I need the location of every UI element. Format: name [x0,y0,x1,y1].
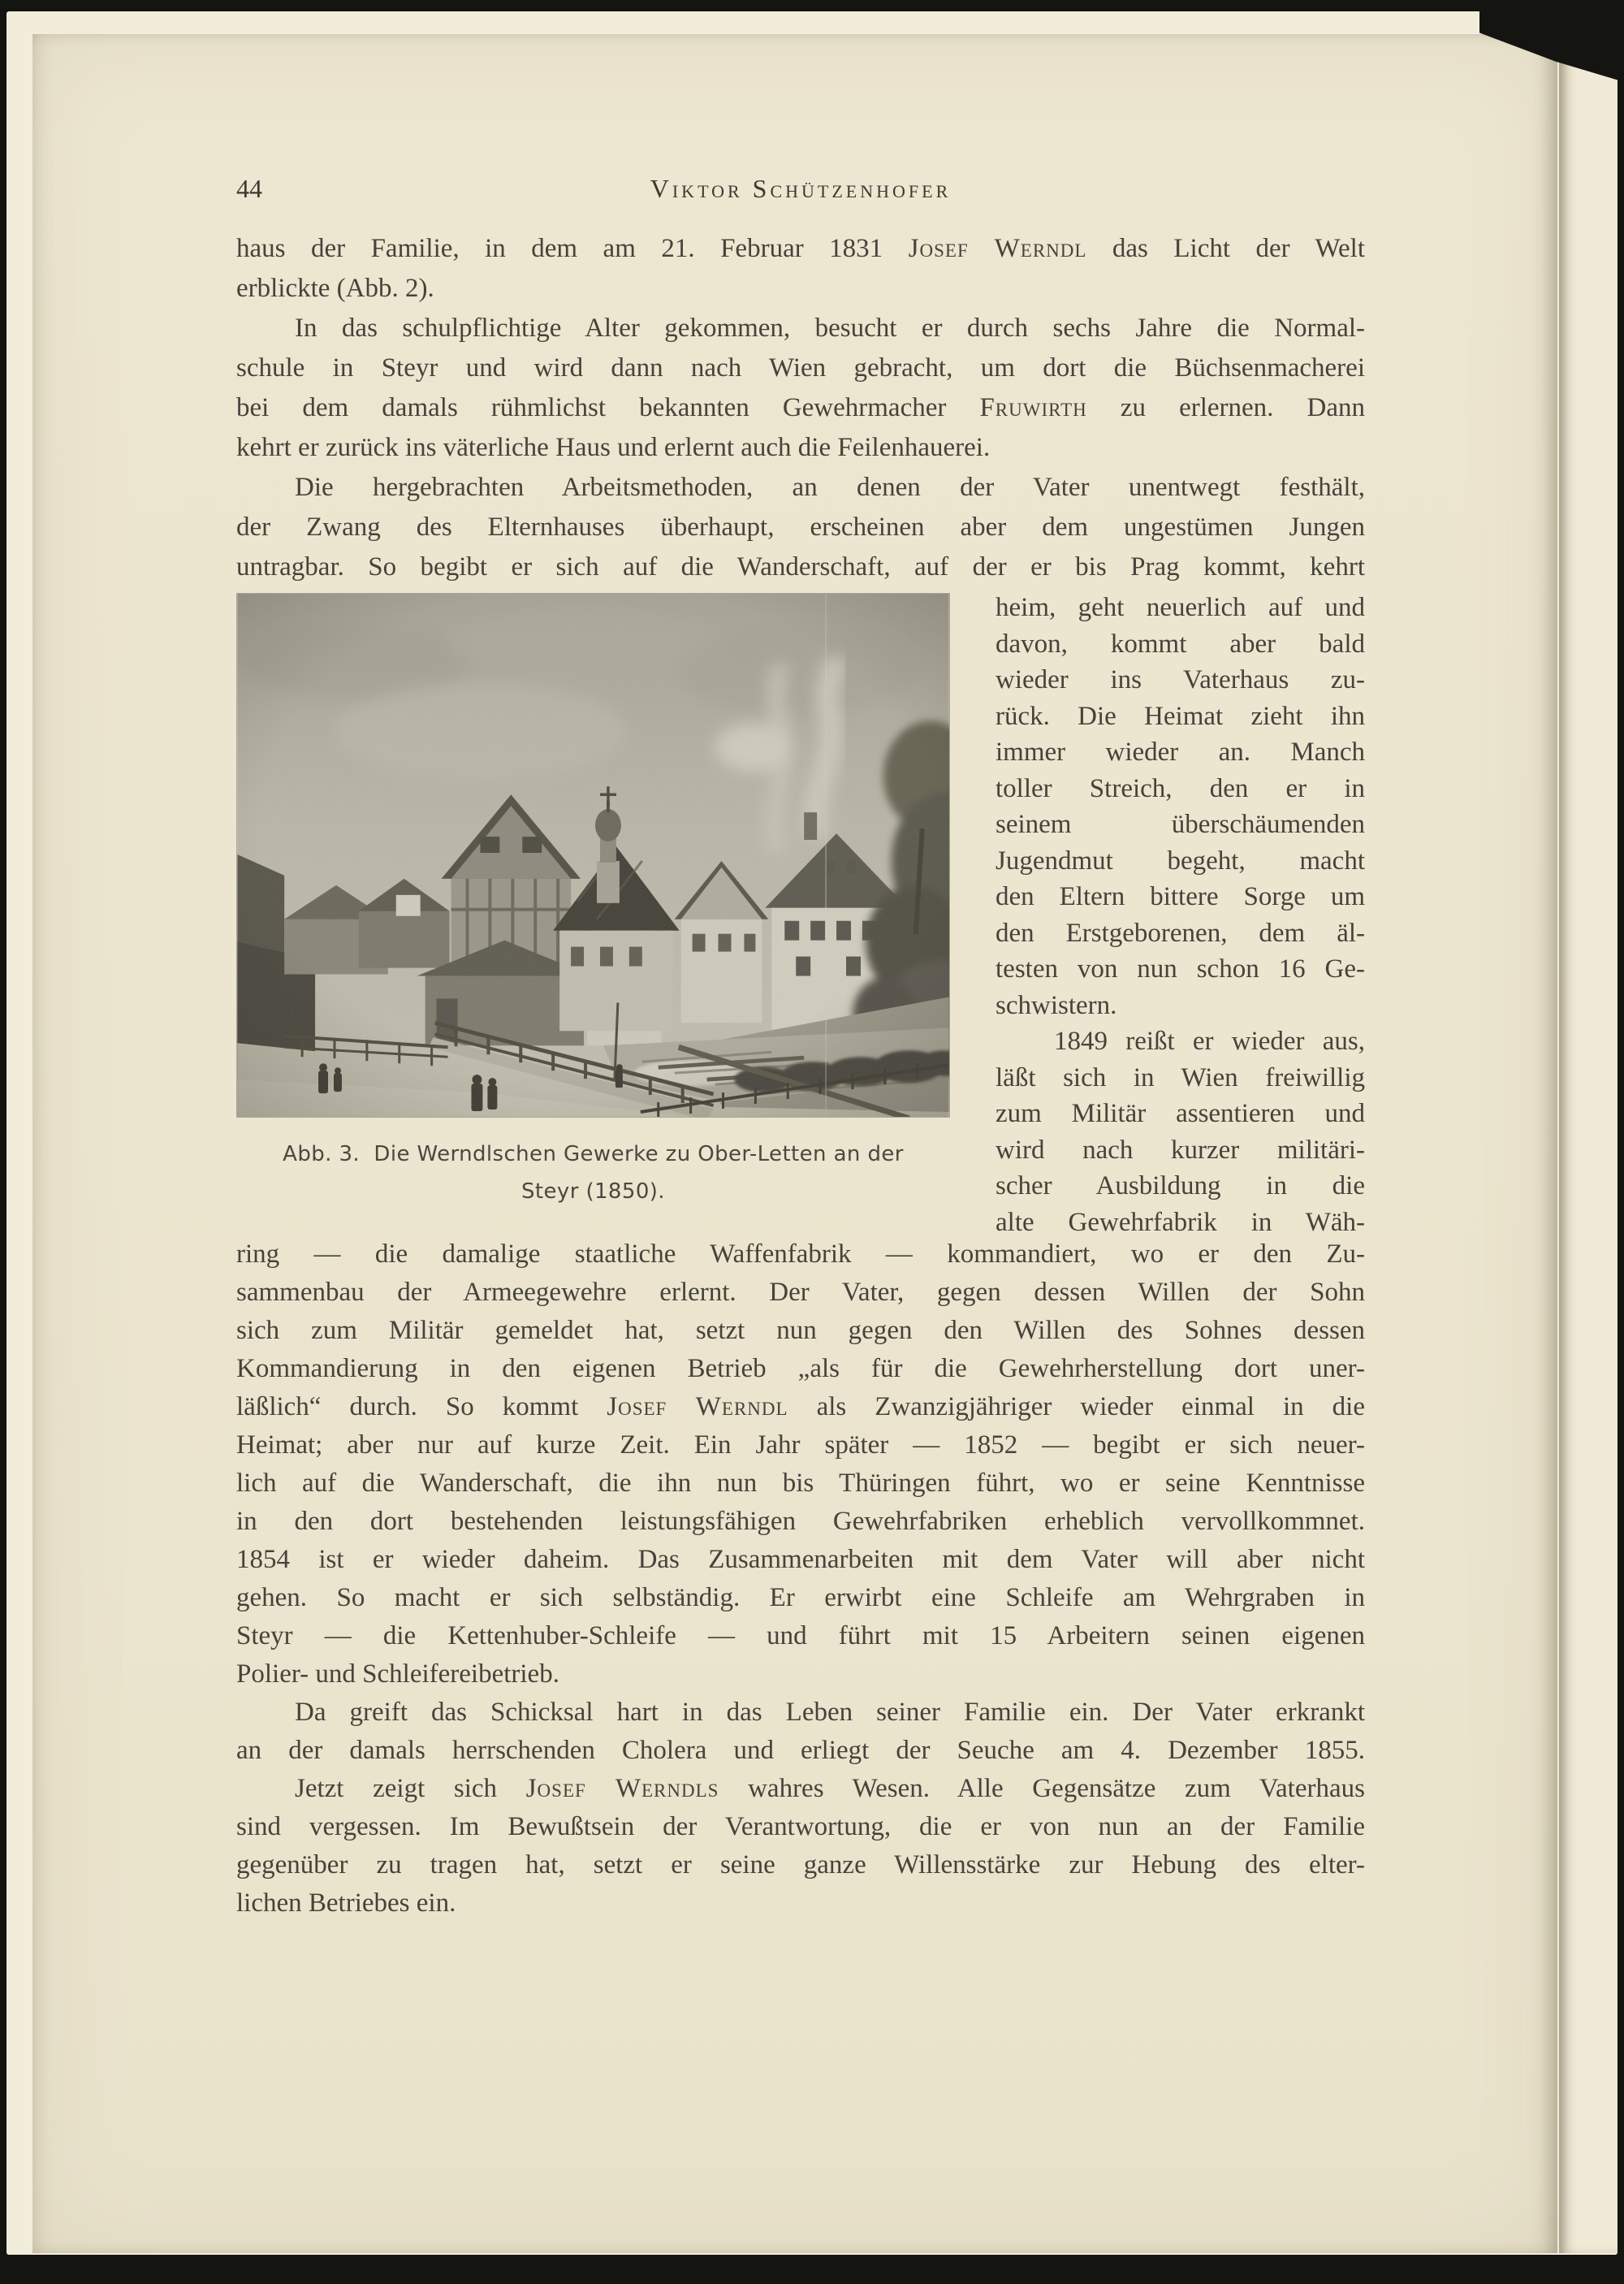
text-line: sammenbau der Armeegewehre erlernt. Der Vater, gegen dessen Willen der Sohn [236,1278,1365,1307]
text-line: den Eltern bittere Sorge um [996,882,1365,911]
text-line: haus der Familie, in dem am 21. Februar 1831 Josef Werndl das Licht der Welt [236,234,1365,263]
page-header [236,171,1365,206]
text-line: Jetzt zeigt sich Josef Werndls wahres Wesen. Alle Gegensätze zum Vaterhaus [295,1774,1365,1803]
text-line: testen von nun schon 16 Ge- [996,954,1365,984]
text-line: Da greift das Schicksal hart in das Leben seiner Familie ein. Der Vater erkrankt [295,1698,1365,1727]
text-line: immer wieder an. Manch [996,738,1365,767]
village-painting [236,593,950,1118]
text-line: sich zum Militär gemeldet hat, setzt nun gegen den Willen des Sohnes dessen [236,1316,1365,1345]
text-line: kehrt er zurück ins väterliche Haus und erlernt auch die Feilenhauerei. [236,433,991,462]
page-number: 44 [236,174,262,203]
text-line: seinem überschäumenden [996,810,1365,839]
text-line: wieder ins Vaterhaus zu- [996,665,1365,694]
text-line: lich auf die Wanderschaft, die ihn nun bis Thüringen führt, wo er seine Kenntnisse [236,1469,1365,1498]
running-header: Viktor Schützenhofer [650,174,952,203]
text-line: den Erstgeborenen, dem äl- [996,918,1365,948]
body-text-bottom [236,1235,1365,1923]
text-line: 1854 ist er wieder daheim. Das Zusammenarbeiten mit dem Vater will aber nicht [236,1545,1365,1574]
text-line: Die hergebrachten Arbeitsmethoden, an denen der Vater unentwegt festhält, [295,473,1365,502]
text-line: 1849 reißt er wieder aus, [1054,1027,1365,1056]
text-line: ring — die damalige staatliche Waffenfabrik — kommandiert, wo er den Zu- [236,1239,1365,1269]
text-line: Polier- und Schleifereibetrieb. [236,1659,559,1689]
text-line: läßt sich in Wien freiwillig [996,1062,1365,1092]
text-line: davon, kommt aber bald [996,629,1365,659]
text-line: bei dem damals rühmlichst bekannten Gewehrmacher Fruwirth zu erlernen. Dann [236,393,1365,422]
text-line: läßlich“ durch. So kommt Josef Werndl als Zwanzigjähriger wieder einmal in die [236,1392,1365,1421]
figure-abb3 [236,593,950,1210]
text-line: scher Ausbildung in die [996,1171,1365,1200]
text-line: untragbar. So begibt er sich auf die Wanderschaft, auf der er bis Prag kommt, kehrt [236,552,1365,582]
text-line: heim, geht neuerlich auf und [996,593,1365,622]
body-text-top [236,229,1365,587]
text-line: Heimat; aber nur auf kurze Zeit. Ein Jahr später — 1852 — begibt er sich neuer- [236,1430,1365,1460]
text-line: toller Streich, den er in [996,773,1365,803]
text-line: sind vergessen. Im Bewußtsein der Verantwortung, die er von nun an der Familie [236,1812,1365,1841]
text-line: Kommandierung in den eigenen Betrieb „als für die Gewehrherstellung dort uner- [236,1354,1365,1383]
photo-grain [237,594,948,1117]
text-line: In das schulpflichtige Alter gekommen, besucht er durch sechs Jahre die Normal- [295,314,1365,343]
text-line: in den dort bestehenden leistungsfähigen Gewehrfabriken erheblich vervollkommnet. [236,1507,1365,1536]
text-line: wird nach kurzer militäri- [996,1135,1365,1165]
text-line: Jugendmut begeht, macht [996,846,1365,876]
text-line: schule in Steyr und wird dann nach Wien gebracht, um dort die Büchsenmacherei [236,353,1365,383]
text-column [236,229,1365,1923]
text-line: lichen Betriebes ein. [236,1888,456,1918]
text-line: erblickte (Abb. 2). [236,274,434,303]
adjacent-page-edge [1559,34,1618,2253]
text-line: an der damals herrschenden Cholera und erliegt der Seuche am 4. Dezember 1855. [236,1736,1365,1765]
figure-caption [236,1136,950,1210]
body-text-column [996,590,1365,1240]
text-line: gehen. So macht er sich selbständig. Er erwirbt eine Schleife am Wehrgraben in [236,1583,1365,1612]
text-line: Steyr — die Kettenhuber-Schleife — und führt mit 15 Arbeitern seinen eigenen [236,1621,1365,1650]
text-line: alte Gewehrfabrik in Wäh- [996,1207,1365,1237]
text-line: zum Militär assentieren und [996,1099,1365,1128]
text-line: der Zwang des Elternhauses überhaupt, erscheinen aber dem ungestümen Jungen [236,513,1365,542]
text-line: gegenüber zu tragen hat, setzt er seine ganze Willensstärke zur Hebung des elter- [236,1850,1365,1880]
caption-line: Steyr (1850). [521,1179,665,1204]
text-line: schwistern. [996,990,1117,1020]
caption-line: Abb. 3. Die Werndlschen Gewerke zu Ober-Letten an der [283,1142,904,1166]
text-line: rück. Die Heimat zieht ihn [996,701,1365,731]
figure-row [236,587,1365,1235]
